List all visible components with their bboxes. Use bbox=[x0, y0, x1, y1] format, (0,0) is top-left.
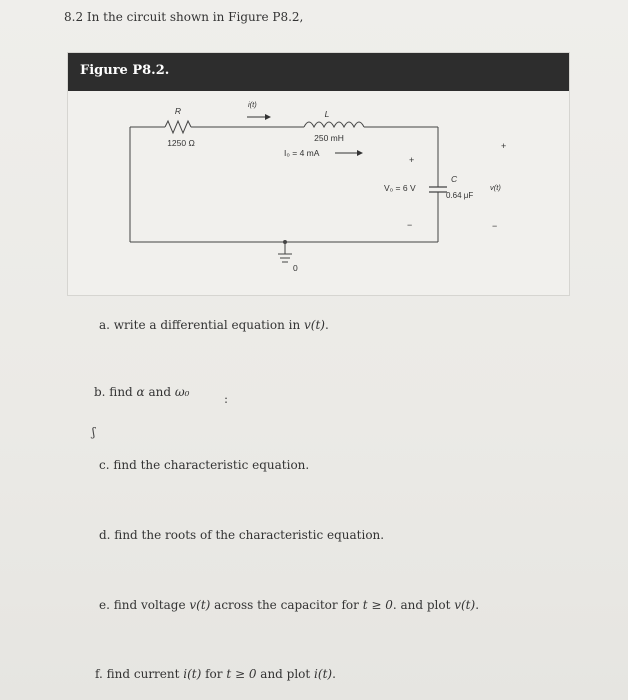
omega-symbol: ω₀ bbox=[174, 385, 190, 399]
circuit-diagram bbox=[67, 90, 568, 290]
minus-sign-left: − bbox=[407, 220, 413, 230]
question-a-variable: v(t) bbox=[304, 318, 325, 332]
question-e bbox=[99, 598, 479, 612]
question-e-voltage: v(t) bbox=[189, 598, 211, 612]
question-f-middle: for bbox=[201, 667, 227, 681]
stray-colon-mark: : bbox=[224, 392, 229, 406]
question-e-middle2: . and plot bbox=[392, 598, 455, 612]
capacitor-value-label: 0.64 μF bbox=[446, 191, 474, 200]
current-arrow-head bbox=[265, 114, 271, 120]
resistor-symbol bbox=[165, 121, 191, 133]
question-b-and: and bbox=[148, 385, 175, 399]
ground-node bbox=[283, 240, 287, 244]
ground-label: 0 bbox=[293, 263, 298, 273]
stray-pen-mark: ʃ bbox=[92, 425, 96, 439]
minus-sign-right: − bbox=[492, 221, 498, 231]
inductor-name-label: L bbox=[324, 109, 330, 119]
question-a-end: . bbox=[324, 318, 329, 332]
inductor-symbol bbox=[304, 122, 364, 127]
question-f bbox=[95, 667, 336, 681]
initial-voltage-label: V₀ = 6 V bbox=[384, 183, 416, 193]
question-b-prefix: b. find bbox=[94, 385, 137, 399]
resistor-value-label: 1250 Ω bbox=[167, 138, 195, 148]
alpha-symbol: α bbox=[136, 385, 145, 399]
question-c-text: c. find the characteristic equation. bbox=[99, 458, 310, 472]
question-f-current: i(t) bbox=[183, 667, 202, 681]
question-e-end: . bbox=[475, 598, 480, 612]
question-e-middle: across the capacitor for bbox=[210, 598, 363, 612]
resistor-name-label: R bbox=[174, 106, 182, 116]
voltage-label: v(t) bbox=[490, 183, 501, 192]
question-e-voltage-2: v(t) bbox=[454, 598, 476, 612]
plus-sign-left: + bbox=[409, 155, 415, 165]
question-f-end: . bbox=[332, 667, 336, 681]
question-b bbox=[94, 385, 189, 399]
question-c bbox=[99, 458, 309, 472]
current-label: i(t) bbox=[248, 100, 257, 109]
question-e-prefix: e. find voltage bbox=[99, 598, 190, 612]
initial-current-label: I₀ = 4 mA bbox=[284, 148, 320, 158]
question-e-condition: t ≥ 0 bbox=[362, 598, 393, 612]
question-d-text: d. find the roots of the characteristic equation. bbox=[99, 528, 385, 542]
question-f-prefix: f. find current bbox=[95, 667, 184, 681]
figure-title: Figure P8.2. bbox=[80, 63, 170, 78]
question-f-condition: t ≥ 0 bbox=[226, 667, 257, 681]
initial-current-arrow-head bbox=[357, 150, 363, 156]
question-a-text: a. write a differential equation in bbox=[99, 318, 304, 332]
inductor-value-label: 250 mH bbox=[314, 133, 344, 143]
question-d bbox=[99, 528, 384, 542]
question-f-middle2: and plot bbox=[256, 667, 315, 681]
plus-sign-right: + bbox=[501, 141, 507, 151]
capacitor-name-label: C bbox=[451, 174, 458, 184]
problem-heading: 8.2 In the circuit shown in Figure P8.2, bbox=[64, 10, 304, 24]
question-f-current-2: i(t) bbox=[314, 667, 333, 681]
question-a bbox=[99, 318, 329, 332]
figure-header-bar bbox=[68, 53, 569, 91]
